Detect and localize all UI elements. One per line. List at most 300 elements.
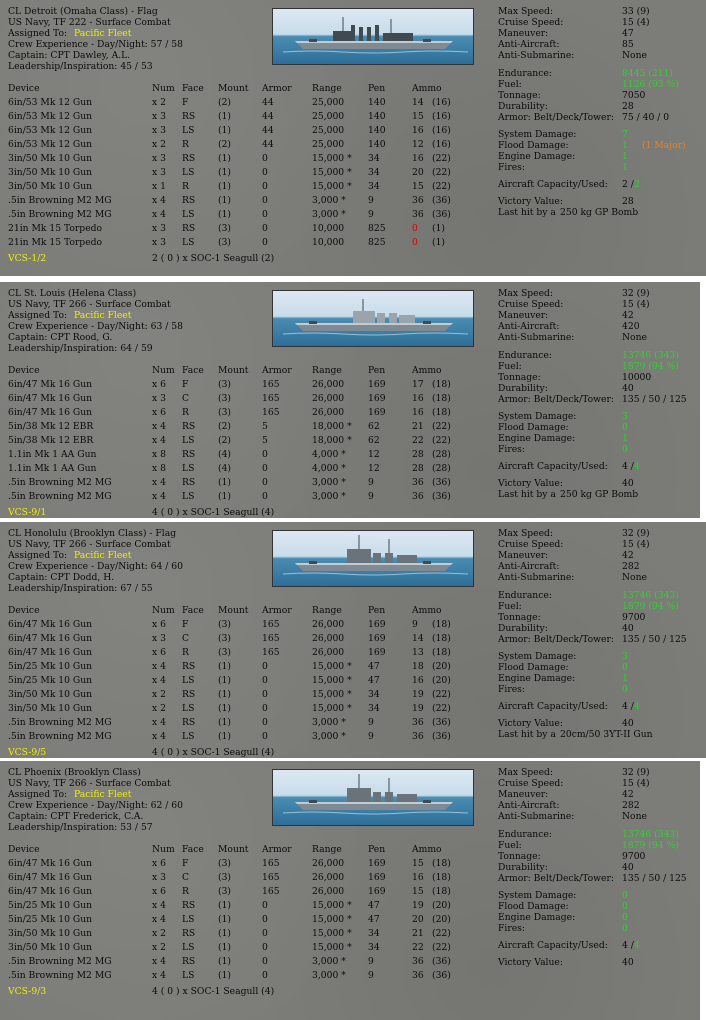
assigned-value-link[interactable]: Pacific Fleet <box>74 789 132 800</box>
weapon-ammo-max: (28) <box>432 449 451 460</box>
weapon-device: 5in/38 Mk 12 EBR <box>8 435 94 446</box>
aircraft-complement: 4 ( 0 ) x SOC-1 Seagull (4) <box>152 747 275 758</box>
last-hit-weapon: 250 kg GP Bomb <box>560 489 639 500</box>
weapon-range: 15,000 * <box>312 661 352 672</box>
weapon-ammo: 21 <box>412 928 424 939</box>
stat-label: Maneuver: <box>498 28 549 39</box>
weapon-armor: 165 <box>262 633 280 644</box>
stat-label: Maneuver: <box>498 310 549 321</box>
damage-value: 3 <box>622 411 628 422</box>
stat-value: 9700 <box>622 612 646 623</box>
weapon-ammo-max: (22) <box>432 689 451 700</box>
column-header: Ammo <box>412 844 442 855</box>
column-header: Range <box>312 83 342 94</box>
weapon-ammo-max: (22) <box>432 703 451 714</box>
weapon-face: R <box>182 407 189 418</box>
damage-label: Fires: <box>498 162 525 173</box>
stat-value: 9700 <box>622 851 646 862</box>
weapon-range: 3,000 * <box>312 717 346 728</box>
weapon-pen: 140 <box>368 111 386 122</box>
weapon-face: RS <box>182 153 196 164</box>
stat-label: Cruise Speed: <box>498 539 564 550</box>
victory-label: Victory Value: <box>498 478 563 489</box>
stat-label: Armor: Belt/Deck/Tower: <box>498 394 614 405</box>
weapon-device: .5in Browning M2 MG <box>8 491 112 502</box>
weapon-ammo: 14 <box>412 97 424 108</box>
weapon-range: 3,000 * <box>312 956 346 967</box>
weapon-device: 3in/50 Mk 10 Gun <box>8 181 93 192</box>
last-hit-weapon: 250 kg GP Bomb <box>560 207 639 218</box>
column-header: Range <box>312 365 342 376</box>
weapon-num: x 4 <box>152 717 166 728</box>
weapon-pen: 169 <box>368 379 386 390</box>
stat-value: 42 <box>622 310 634 321</box>
weapon-face: LS <box>182 675 195 686</box>
weapon-mount: (2) <box>218 435 232 446</box>
weapon-ammo-max: (22) <box>432 435 451 446</box>
air-group-link[interactable]: VCS-9/5 <box>8 747 47 758</box>
weapon-device: 5in/25 Mk 10 Gun <box>8 661 93 672</box>
assigned-label: Assigned To: <box>8 310 68 321</box>
assigned-value-link[interactable]: Pacific Fleet <box>74 550 132 561</box>
last-hit-label: Last hit by a <box>498 489 556 500</box>
ship-silhouette-icon <box>273 291 473 346</box>
stat-value: 42 <box>622 550 634 561</box>
aircraft-capacity-label: Aircraft Capacity/Used: <box>498 461 608 472</box>
weapon-device: .5in Browning M2 MG <box>8 717 112 728</box>
weapon-device: 6in/47 Mk 16 Gun <box>8 872 93 883</box>
stat-value: 40 <box>622 623 634 634</box>
column-header: Pen <box>368 844 386 855</box>
weapon-device: 6in/47 Mk 16 Gun <box>8 619 93 630</box>
assigned-value-link[interactable]: Pacific Fleet <box>74 28 132 39</box>
weapon-ammo: 0 <box>412 223 418 234</box>
column-header: Face <box>182 605 204 616</box>
weapon-mount: (1) <box>218 125 232 136</box>
weapon-ammo-max: (36) <box>432 970 451 981</box>
weapon-pen: 47 <box>368 914 380 925</box>
weapon-pen: 9 <box>368 731 374 742</box>
weapon-range: 10,000 <box>312 237 345 248</box>
air-group-link[interactable]: VCS-9/1 <box>8 507 47 518</box>
stat-value: 15 (4) <box>622 539 650 550</box>
ship-navy-tf: US Navy, TF 222 - Surface Combat <box>8 17 171 28</box>
column-header: Armor <box>262 605 292 616</box>
weapon-num: x 3 <box>152 153 166 164</box>
weapon-mount: (1) <box>218 942 232 953</box>
stat-label: Anti-Aircraft: <box>498 321 560 332</box>
weapon-mount: (1) <box>218 717 232 728</box>
weapon-device: 21in Mk 15 Torpedo <box>8 237 103 248</box>
stat-label: Endurance: <box>498 350 552 361</box>
weapon-ammo-max: (18) <box>432 619 451 630</box>
stat-value: None <box>622 811 647 822</box>
leadership: Leadership/Inspiration: 45 / 53 <box>8 61 153 72</box>
weapon-ammo: 16 <box>412 393 424 404</box>
captain: Captain: CPT Dodd, H. <box>8 572 115 583</box>
weapon-armor: 44 <box>262 97 274 108</box>
column-header: Face <box>182 83 204 94</box>
column-header: Ammo <box>412 365 442 376</box>
weapon-range: 26,000 <box>312 393 345 404</box>
weapon-armor: 165 <box>262 872 280 883</box>
weapon-ammo: 20 <box>412 914 424 925</box>
column-header: Device <box>8 83 40 94</box>
weapon-device: 3in/50 Mk 10 Gun <box>8 153 93 164</box>
stat-label: Durability: <box>498 101 548 112</box>
stat-label: Anti-Submarine: <box>498 332 575 343</box>
weapon-armor: 0 <box>262 449 268 460</box>
weapon-armor: 5 <box>262 435 268 446</box>
weapon-face: RS <box>182 956 196 967</box>
weapon-ammo: 21 <box>412 421 424 432</box>
weapon-num: x 3 <box>152 223 166 234</box>
weapon-pen: 169 <box>368 619 386 630</box>
damage-value: 3 <box>622 651 628 662</box>
weapon-range: 25,000 <box>312 125 345 136</box>
weapon-range: 10,000 <box>312 223 345 234</box>
stat-label: Fuel: <box>498 79 522 90</box>
stat-label: Endurance: <box>498 829 552 840</box>
weapon-ammo: 0 <box>412 237 418 248</box>
stat-label: Anti-Submarine: <box>498 50 575 61</box>
weapon-armor: 165 <box>262 886 280 897</box>
weapon-ammo: 28 <box>412 449 424 460</box>
weapon-pen: 9 <box>368 956 374 967</box>
stat-label: Fuel: <box>498 361 522 372</box>
stat-value: 15 (4) <box>622 17 650 28</box>
weapon-pen: 9 <box>368 717 374 728</box>
weapon-ammo: 9 <box>412 619 418 630</box>
weapon-pen: 62 <box>368 421 380 432</box>
stat-label: Anti-Submarine: <box>498 572 575 583</box>
weapon-num: x 4 <box>152 900 166 911</box>
stat-label: Anti-Submarine: <box>498 811 575 822</box>
weapon-num: x 3 <box>152 111 166 122</box>
damage-label: Flood Damage: <box>498 140 569 151</box>
weapon-range: 3,000 * <box>312 491 346 502</box>
weapon-num: x 2 <box>152 928 166 939</box>
damage-value: 0 <box>622 662 628 673</box>
weapon-armor: 0 <box>262 661 268 672</box>
weapon-ammo-max: (20) <box>432 900 451 911</box>
victory-label: Victory Value: <box>498 957 563 968</box>
assigned-label: Assigned To: <box>8 550 68 561</box>
weapon-ammo: 36 <box>412 731 424 742</box>
weapon-device: 6in/53 Mk 12 Gun <box>8 111 93 122</box>
weapon-range: 4,000 * <box>312 449 346 460</box>
weapon-ammo: 19 <box>412 689 424 700</box>
weapon-face: RS <box>182 717 196 728</box>
weapon-ammo-max: (22) <box>432 928 451 939</box>
column-header: Range <box>312 844 342 855</box>
last-hit-weapon: 20cm/50 3YT-II Gun <box>560 729 653 740</box>
weapon-face: LS <box>182 125 195 136</box>
weapon-ammo: 16 <box>412 153 424 164</box>
weapon-ammo: 15 <box>412 858 424 869</box>
damage-value: 1 <box>622 151 628 162</box>
weapon-face: LS <box>182 914 195 925</box>
weapon-device: 6in/47 Mk 16 Gun <box>8 647 93 658</box>
victory-value: 40 <box>622 957 634 968</box>
weapon-range: 3,000 * <box>312 970 346 981</box>
weapon-mount: (3) <box>218 407 232 418</box>
weapon-mount: (1) <box>218 731 232 742</box>
weapon-ammo-max: (22) <box>432 153 451 164</box>
weapon-range: 26,000 <box>312 858 345 869</box>
victory-value: 40 <box>622 718 634 729</box>
damage-value: 1 <box>622 162 628 173</box>
air-group-link[interactable]: VCS-1/2 <box>8 253 47 264</box>
weapon-armor: 0 <box>262 195 268 206</box>
weapon-armor: 0 <box>262 689 268 700</box>
column-header: Armor <box>262 844 292 855</box>
stat-value: 135 / 50 / 125 <box>622 873 687 884</box>
column-header: Device <box>8 365 40 376</box>
damage-extra: (1 Major) <box>642 140 686 151</box>
weapon-armor: 0 <box>262 717 268 728</box>
weapon-pen: 34 <box>368 928 380 939</box>
stat-label: Armor: Belt/Deck/Tower: <box>498 112 614 123</box>
weapon-armor: 0 <box>262 914 268 925</box>
aircraft-capacity: 2 / <box>622 179 634 190</box>
weapon-pen: 140 <box>368 125 386 136</box>
ship-image <box>272 8 474 65</box>
aircraft-used: 2 <box>634 179 640 190</box>
weapon-num: x 4 <box>152 195 166 206</box>
last-hit-label: Last hit by a <box>498 207 556 218</box>
stat-label: Durability: <box>498 383 548 394</box>
stat-value: 7050 <box>622 90 646 101</box>
aircraft-used: 4 <box>634 701 640 712</box>
weapon-range: 25,000 <box>312 139 345 150</box>
weapon-mount: (3) <box>218 379 232 390</box>
assigned-value-link[interactable]: Pacific Fleet <box>74 310 132 321</box>
weapon-face: LS <box>182 731 195 742</box>
weapon-face: F <box>182 619 189 630</box>
stat-label: Tonnage: <box>498 90 541 101</box>
weapon-mount: (3) <box>218 886 232 897</box>
weapon-armor: 0 <box>262 209 268 220</box>
weapon-armor: 44 <box>262 139 274 150</box>
damage-label: Engine Damage: <box>498 673 576 684</box>
ship-silhouette-icon <box>273 9 473 64</box>
weapon-face: F <box>182 379 189 390</box>
weapon-face: R <box>182 139 189 150</box>
weapon-mount: (1) <box>218 675 232 686</box>
weapon-ammo-max: (22) <box>432 942 451 953</box>
weapon-ammo: 36 <box>412 717 424 728</box>
column-header: Range <box>312 605 342 616</box>
weapon-armor: 0 <box>262 956 268 967</box>
stat-value: 32 (9) <box>622 767 650 778</box>
weapon-face: R <box>182 181 189 192</box>
column-header: Mount <box>218 605 249 616</box>
weapon-pen: 34 <box>368 181 380 192</box>
crew-experience: Crew Experience - Day/Night: 64 / 60 <box>8 561 183 572</box>
weapon-face: LS <box>182 435 195 446</box>
weapon-ammo-max: (22) <box>432 167 451 178</box>
weapon-ammo: 19 <box>412 703 424 714</box>
weapon-face: R <box>182 647 189 658</box>
aircraft-complement: 4 ( 0 ) x SOC-1 Seagull (4) <box>152 986 275 997</box>
stat-label: Maneuver: <box>498 789 549 800</box>
stat-value: 420 <box>622 321 640 332</box>
damage-label: Fires: <box>498 684 525 695</box>
weapon-num: x 3 <box>152 872 166 883</box>
stat-label: Max Speed: <box>498 767 554 778</box>
weapon-device: 5in/25 Mk 10 Gun <box>8 675 93 686</box>
weapon-armor: 0 <box>262 167 268 178</box>
column-header: Pen <box>368 83 386 94</box>
weapon-ammo: 36 <box>412 956 424 967</box>
weapon-ammo: 14 <box>412 633 424 644</box>
weapon-mount: (4) <box>218 449 232 460</box>
stat-value: None <box>622 332 647 343</box>
stat-value: 282 <box>622 800 640 811</box>
damage-label: Engine Damage: <box>498 433 576 444</box>
weapon-face: LS <box>182 463 195 474</box>
weapon-ammo-max: (1) <box>432 237 446 248</box>
weapon-device: .5in Browning M2 MG <box>8 195 112 206</box>
weapon-pen: 12 <box>368 449 380 460</box>
weapon-ammo: 15 <box>412 111 424 122</box>
weapon-num: x 6 <box>152 647 166 658</box>
stat-value: 13746 (343) <box>622 350 679 361</box>
weapon-armor: 0 <box>262 970 268 981</box>
weapon-device: .5in Browning M2 MG <box>8 209 112 220</box>
stat-value: 1879 (94 %) <box>622 361 679 372</box>
stat-value: 75 / 40 / 0 <box>622 112 670 123</box>
aircraft-capacity: 4 / <box>622 461 634 472</box>
column-header: Ammo <box>412 605 442 616</box>
weapon-num: x 2 <box>152 97 166 108</box>
weapon-range: 25,000 <box>312 97 345 108</box>
stat-label: Armor: Belt/Deck/Tower: <box>498 634 614 645</box>
weapon-device: .5in Browning M2 MG <box>8 956 112 967</box>
weapon-device: 5in/25 Mk 10 Gun <box>8 900 93 911</box>
weapon-pen: 34 <box>368 942 380 953</box>
weapon-range: 3,000 * <box>312 209 346 220</box>
damage-value: 0 <box>622 684 628 695</box>
weapon-ammo-max: (22) <box>432 181 451 192</box>
weapon-armor: 0 <box>262 223 268 234</box>
weapon-armor: 44 <box>262 111 274 122</box>
weapon-armor: 0 <box>262 900 268 911</box>
weapon-num: x 2 <box>152 139 166 150</box>
column-header: Mount <box>218 844 249 855</box>
weapon-face: RS <box>182 223 196 234</box>
weapon-device: 3in/50 Mk 10 Gun <box>8 928 93 939</box>
weapon-ammo-max: (18) <box>432 633 451 644</box>
weapon-pen: 825 <box>368 237 386 248</box>
weapon-face: LS <box>182 491 195 502</box>
stat-label: Anti-Aircraft: <box>498 561 560 572</box>
weapon-ammo-max: (16) <box>432 97 451 108</box>
weapon-ammo-max: (36) <box>432 477 451 488</box>
weapon-range: 26,000 <box>312 886 345 897</box>
weapon-mount: (1) <box>218 914 232 925</box>
damage-label: Flood Damage: <box>498 662 569 673</box>
stat-value: 28 <box>622 101 634 112</box>
weapon-armor: 0 <box>262 237 268 248</box>
weapon-face: RS <box>182 689 196 700</box>
assigned-label: Assigned To: <box>8 789 68 800</box>
weapon-pen: 169 <box>368 872 386 883</box>
captain: Captain: CPT Dawley, A.L. <box>8 50 131 61</box>
weapon-face: F <box>182 97 189 108</box>
weapon-mount: (1) <box>218 928 232 939</box>
weapon-mount: (1) <box>218 956 232 967</box>
weapon-ammo: 16 <box>412 675 424 686</box>
air-group-link[interactable]: VCS-9/3 <box>8 986 47 997</box>
stat-value: None <box>622 572 647 583</box>
weapon-num: x 4 <box>152 731 166 742</box>
weapon-ammo: 19 <box>412 900 424 911</box>
weapon-range: 3,000 * <box>312 195 346 206</box>
weapon-ammo: 36 <box>412 970 424 981</box>
weapon-armor: 0 <box>262 463 268 474</box>
weapon-armor: 0 <box>262 491 268 502</box>
weapon-mount: (3) <box>218 619 232 630</box>
weapon-ammo-max: (18) <box>432 872 451 883</box>
aircraft-capacity: 4 / <box>622 940 634 951</box>
weapon-ammo: 36 <box>412 195 424 206</box>
weapon-device: 21in Mk 15 Torpedo <box>8 223 103 234</box>
weapon-pen: 9 <box>368 491 374 502</box>
weapon-pen: 169 <box>368 647 386 658</box>
weapon-device: 5in/25 Mk 10 Gun <box>8 914 93 925</box>
weapon-face: C <box>182 872 190 883</box>
captain: Captain: CPT Rood, G. <box>8 332 113 343</box>
weapon-range: 15,000 * <box>312 703 352 714</box>
weapon-range: 15,000 * <box>312 914 352 925</box>
weapon-ammo-max: (18) <box>432 858 451 869</box>
stat-value: 42 <box>622 789 634 800</box>
weapon-armor: 0 <box>262 731 268 742</box>
weapon-ammo-max: (22) <box>432 421 451 432</box>
stat-label: Anti-Aircraft: <box>498 800 560 811</box>
weapon-mount: (2) <box>218 97 232 108</box>
damage-value: 1 <box>622 673 628 684</box>
weapon-range: 15,000 * <box>312 900 352 911</box>
column-header: Num <box>152 365 175 376</box>
weapon-face: RS <box>182 661 196 672</box>
weapon-ammo: 22 <box>412 435 424 446</box>
weapon-num: x 1 <box>152 181 166 192</box>
weapon-pen: 169 <box>368 886 386 897</box>
weapon-num: x 4 <box>152 435 166 446</box>
ship-panel <box>0 761 700 1020</box>
weapon-ammo-max: (16) <box>432 139 451 150</box>
weapon-pen: 169 <box>368 633 386 644</box>
weapon-num: x 8 <box>152 463 166 474</box>
stat-value: 40 <box>622 383 634 394</box>
weapon-num: x 6 <box>152 379 166 390</box>
stat-label: Max Speed: <box>498 6 554 17</box>
weapon-face: LS <box>182 237 195 248</box>
weapon-num: x 3 <box>152 167 166 178</box>
column-header: Ammo <box>412 83 442 94</box>
weapon-ammo-max: (18) <box>432 407 451 418</box>
stat-value: 33 (9) <box>622 6 650 17</box>
damage-value: 1 <box>622 140 628 151</box>
weapon-device: 6in/47 Mk 16 Gun <box>8 393 93 404</box>
stat-value: 15 (4) <box>622 299 650 310</box>
weapon-mount: (1) <box>218 209 232 220</box>
stat-value: 40 <box>622 862 634 873</box>
ship-silhouette-icon <box>273 770 473 825</box>
